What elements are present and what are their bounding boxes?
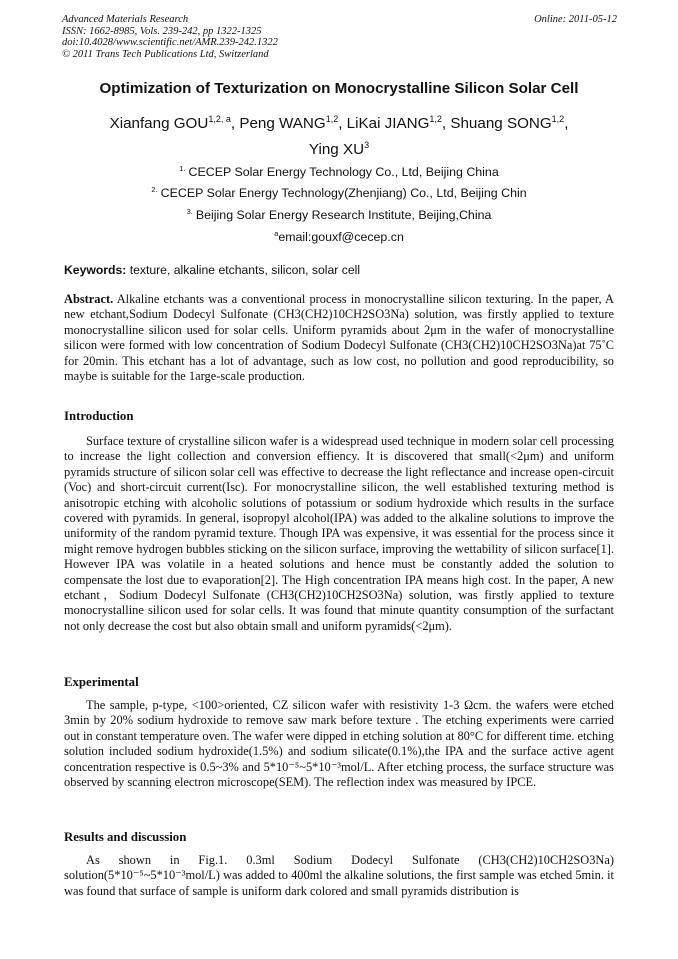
author-separator: ,	[338, 115, 347, 132]
email-line	[40, 230, 638, 244]
author-affiliation-mark: 1,2	[325, 114, 339, 124]
author-name: Shuang SONG	[450, 115, 552, 132]
abstract-label: Abstract.	[64, 292, 114, 306]
email-text: email:gouxf@cecep.cn	[278, 230, 404, 244]
experimental-heading: Experimental	[64, 675, 139, 689]
email-mark: a	[274, 229, 279, 238]
affiliation-mark: 1.	[179, 164, 186, 173]
introduction-text: Surface texture of crystalline silicon wafer is a widespread used technique in modern solar cell processing to increase the light collection and conversion effiency. It is discovered that small(<2μm) and uniform pyramids structure of silicon solar cell was effective to decrease the light reflectance and increase open-circuit (Voc) and short-circuit current(Isc). For monocrystalline silicon, the well established texturing method is anisotropic etching with alcoholic solutions of potassium or sodium hydroxide which results in the surface covered with pyramids. In general, isopropyl alcohol(IPA) was added to the alkaline solutions to improve the uniformity of the random pyramid texture. Though IPA was expensive, it was essential for the process since it might remove hydrogen bubbles sticking on the silicon surface, improving the wettability of silicon surface[1]. However IPA was volatile in a heated solutions and hence must be constantly added the solution to compensate the lost due to evaporation[2]. The High concentration IPA means high cost. In the paper, A new etchant，Sodium Dodecyl Sulfonate (CH3(CH2)10CH2SO3Na) solution, was firstly applied to texture monocrystalline silicon used for solar cells. It was found that minute quantity consumption of the surfactant not only decrease the cost but also obtain small and uniform pyramids(<2μm).	[64, 434, 614, 633]
author-affiliation-mark: 1,2	[551, 114, 565, 124]
author-separator: ,	[230, 115, 240, 132]
introduction-heading: Introduction	[64, 409, 134, 423]
affiliation-1	[40, 165, 638, 179]
copyright-line: © 2011 Trans Tech Publications Ltd, Switzerland	[62, 48, 269, 60]
online-date: Online: 2011-05-12	[534, 14, 617, 25]
abstract	[64, 292, 614, 384]
keywords-label: Keywords:	[64, 263, 127, 277]
affiliation-text: CECEP Solar Energy Technology(Zhenjiang) Co., Ltd, Beijing Chin	[160, 186, 527, 200]
doi-line: doi:10.4028/www.scientific.net/AMR.239-242.1322	[62, 37, 278, 49]
author-name: LiKai JIANG	[346, 115, 430, 132]
issn-line: ISSN: 1662-8985, Vols. 239-242, pp 1322-1325	[62, 25, 262, 37]
journal-name: Advanced Materials Research	[62, 14, 189, 25]
author-name: Ying XU	[308, 141, 365, 158]
journal-header	[62, 14, 617, 60]
author-name: Xianfang GOU	[109, 115, 209, 132]
affiliation-mark: 2.	[151, 185, 158, 194]
author-line-2	[40, 138, 638, 162]
keywords	[64, 263, 619, 277]
affiliation-mark: 3.	[186, 207, 193, 216]
author-line-1	[40, 112, 638, 136]
experimental-text: The sample, p-type, <100>oriented, CZ silicon wafer with resistivity 1-3 Ωcm. the wafers were etched 3min by 20% sodium hydroxide to remove saw mark before texture . The etching experiments were carried out in constant temperature oven. The wafer were dipped in etching solution at 80°C for different time. etching solution included sodium hydroxide(1.5%) and sodium silicate(0.1%),the IPA and the surface active agent concentration respective is 0.5~3% and 5*10⁻⁵~5*10⁻³mol/L. After etching process, the surface structure was observed by scanning electron microscope(SEM). The reflection index was measured by IPCE.	[64, 698, 614, 790]
author-name: Peng WANG	[239, 115, 326, 132]
affiliation-3	[40, 208, 638, 222]
author-separator: ,	[564, 115, 569, 132]
results-text: As shown in Fig.1. 0.3ml Sodium Dodecyl Sulfonate (CH3(CH2)10CH2SO3Na) solution(5*10⁻⁵~5*10⁻³mol/L) was added to 400ml the alkaline solutions, the first sample was etched 5min. it was found that surface of sample is uniform dark colored and small pyramids distribution is	[64, 853, 614, 898]
abstract-text: Alkaline etchants was a conventional process in monocrystalline silicon texturing. In the paper, A new etchant,Sodium Dodecyl Sulfonate (CH3(CH2)10CH2SO3Na) solution, was firstly applied to texture monocrystalline silicon used for solar cells. Uniform pyramids about 2μm in the wafer of monocrystalline silicon were formed with low concentration of Sodium Dodecyl Sulfonate (CH3(CH2)10CH2SO3Na)at 75˚C for 20min. This etchant has a lot of advantage, such as low cost, no pollution and good reproducibility, so maybe is suitable for the 1arge-scale production.	[64, 292, 614, 384]
author-affiliation-mark: 1,2	[429, 114, 442, 124]
author-affiliation-mark: 1,2, a	[208, 114, 231, 124]
keywords-text: texture, alkaline etchants, silicon, solar cell	[129, 263, 361, 277]
affiliation-text: Beijing Solar Energy Research Institute, Beijing,China	[195, 208, 492, 222]
affiliation-2	[40, 186, 638, 200]
author-separator: ,	[441, 115, 451, 132]
author-affiliation-mark: 3	[364, 140, 370, 150]
affiliation-text: CECEP Solar Energy Technology Co., Ltd, Beijing China	[188, 165, 499, 179]
results-heading: Results and discussion	[64, 830, 187, 844]
paper-title: Optimization of Texturization on Monocrystalline Silicon Solar Cell	[99, 80, 579, 97]
